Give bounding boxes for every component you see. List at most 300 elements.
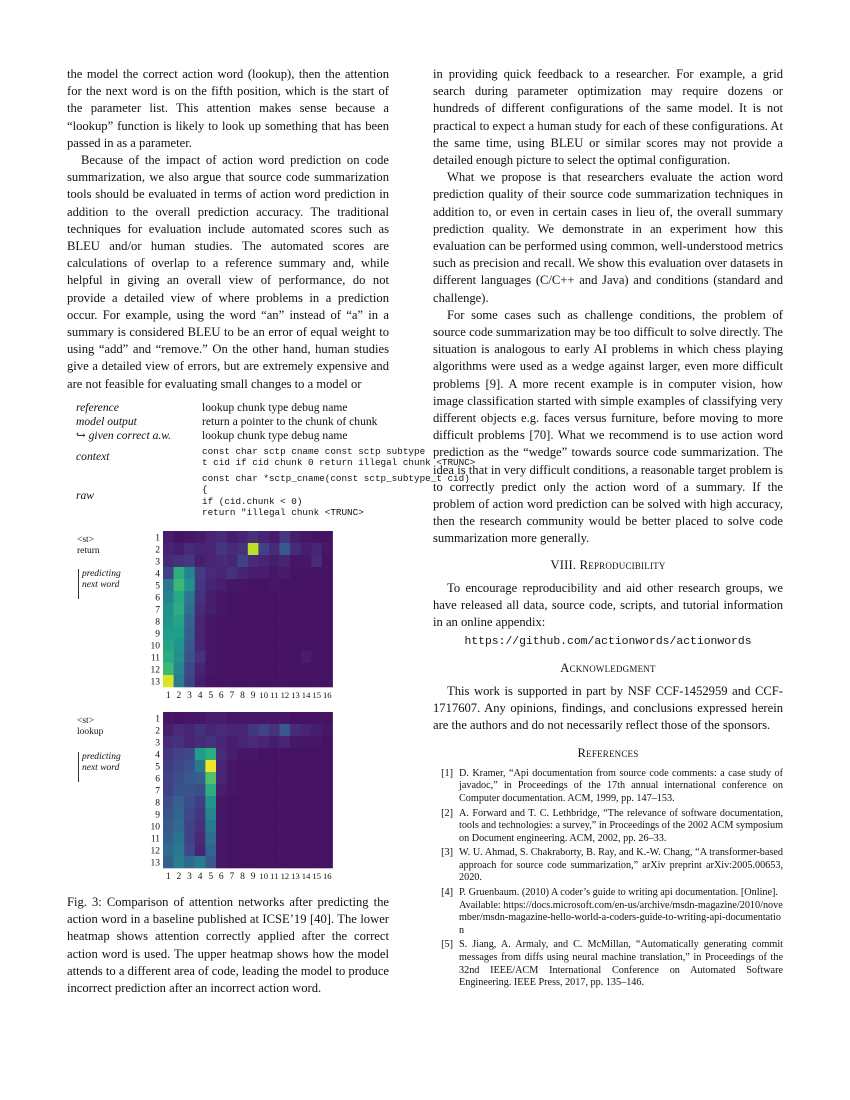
heatmap-cell <box>184 844 195 856</box>
heatmap-cell <box>280 784 291 796</box>
column-tick-label: 3 <box>187 872 192 882</box>
heatmap-cell <box>205 567 216 579</box>
heatmap-cell <box>163 567 174 579</box>
row-tick-label: 7 <box>155 786 160 797</box>
heatmap-cell <box>322 531 333 543</box>
column-tick-label: 10 <box>259 690 268 700</box>
heatmap-cell <box>216 856 227 868</box>
heatmap-cell <box>311 748 322 760</box>
heatmap-cell <box>290 543 301 555</box>
heatmap-cell <box>184 651 195 663</box>
heatmap-cell <box>237 712 248 724</box>
heatmap-cell <box>216 651 227 663</box>
heatmap-cell <box>227 639 238 651</box>
heatmap-cell <box>290 736 301 748</box>
heatmap-cell <box>195 579 206 591</box>
heatmap-cell <box>205 724 216 736</box>
heatmap-cell <box>311 820 322 832</box>
heatmap-cell <box>163 748 174 760</box>
references-heading: References <box>577 745 639 760</box>
heatmap-cell <box>227 784 238 796</box>
heatmap-cell <box>248 712 259 724</box>
heatmap-cell <box>280 796 291 808</box>
heatmap-cell <box>258 531 269 543</box>
example-table <box>76 401 476 519</box>
heatmap-cell <box>280 531 291 543</box>
heatmap-cell <box>237 543 248 555</box>
heatmap-cell <box>301 627 312 639</box>
heatmap-cell <box>311 603 322 615</box>
heatmap-cell <box>322 615 333 627</box>
heatmap-cell <box>163 591 174 603</box>
heatmap-cell <box>280 736 291 748</box>
heatmap-cell <box>195 760 206 772</box>
heatmap-cell <box>269 760 280 772</box>
heatmap-cell <box>184 724 195 736</box>
heatmap-cell <box>290 796 301 808</box>
heatmap-cell <box>290 856 301 868</box>
paragraph: What we propose is that researchers evaluate the action word prediction quality of their source code summarization techniques in addition to, or even in certain cases in lieu of, the overall summary prediction quality. We demonstrate in an experiment how this evaluation can be performed using common, well-understood metrics such as precision and recall. We show this evaluation over datasets in different languages (C/C++ and Java) and conditions (standard and challenge). <box>433 170 783 305</box>
heatmap-cell <box>205 651 216 663</box>
column-tick-label: 16 <box>323 871 332 881</box>
column-tick-label: 12 <box>280 871 290 881</box>
heatmap-cell <box>322 639 333 651</box>
heatmap-cell <box>290 675 301 687</box>
heatmap-cell <box>163 760 174 772</box>
heatmap-cell <box>174 844 185 856</box>
heatmap-cell <box>322 724 333 736</box>
heatmap-cell <box>174 820 185 832</box>
column-tick-label: 5 <box>208 691 214 701</box>
heatmap-cell <box>184 832 195 844</box>
figure-caption: Fig. 3: Comparison of attention networks after predicting the action word in a baseline published at ICSE’19 [40]. The lower heatmap shows attention correctly applied after the correct action word is used. The upper heatmap shows how the model attends to a different area of code, leading the model to produce incorrect prediction after an incorrect action word. <box>67 895 389 996</box>
heatmap-cell <box>163 663 174 675</box>
reference-text: A. Forward and T. C. Lethbridge, “The relevance of software documentation, tools and technologies: a survey,” in Proceedings of the 2002 ACM symposium on Document engineering. ACM, 2002, pp. 26–33. <box>459 807 783 844</box>
row-tick-label: 4 <box>155 569 160 580</box>
row-tick-label: 1 <box>155 533 160 544</box>
heatmap-cell <box>163 712 174 724</box>
heatmap-cell <box>237 784 248 796</box>
heatmap-cell <box>280 832 291 844</box>
heatmap-cell <box>174 675 185 687</box>
heatmap-cell <box>258 555 269 567</box>
heatmap-cell <box>322 663 333 675</box>
heatmap-cell <box>237 772 248 784</box>
row-tick-label: 2 <box>155 726 160 737</box>
row-tick-label: 6 <box>155 774 160 785</box>
heatmap-cell <box>301 772 312 784</box>
heatmap-cell <box>258 639 269 651</box>
heatmap-cell <box>216 796 227 808</box>
heatmap-cell <box>280 675 291 687</box>
heatmap-cell <box>248 784 259 796</box>
heatmap-cell <box>163 820 174 832</box>
heatmap-cell <box>227 531 238 543</box>
reference-item <box>433 808 783 846</box>
heatmap-cell <box>237 579 248 591</box>
heatmap-cell <box>269 832 280 844</box>
heatmap-cell <box>195 736 206 748</box>
heatmap-cell <box>269 784 280 796</box>
heatmap-cell <box>301 712 312 724</box>
heatmap-cell <box>280 639 291 651</box>
heatmap-cell <box>216 555 227 567</box>
heatmap-cell <box>205 615 216 627</box>
appendix-url[interactable]: https://github.com/actionwords/actionwords <box>464 635 752 648</box>
heatmap-cell <box>322 820 333 832</box>
heatmap-cell <box>301 579 312 591</box>
heatmap-cell <box>322 591 333 603</box>
heatmap-cell <box>237 675 248 687</box>
heatmap-cell <box>322 760 333 772</box>
heatmap-cell <box>311 796 322 808</box>
heatmap-cell <box>195 615 206 627</box>
heatmap-cell <box>248 724 259 736</box>
heatmap-cell <box>269 579 280 591</box>
heatmap-cell <box>311 567 322 579</box>
row-tick-label: 9 <box>155 629 160 640</box>
column-tick-label: 2 <box>176 691 182 701</box>
heatmap-cell <box>290 627 301 639</box>
heatmap-cell <box>227 663 238 675</box>
heatmap-cell <box>174 736 185 748</box>
heatmap-cell <box>174 748 185 760</box>
heatmap-cell <box>269 796 280 808</box>
reference-text: W. U. Ahmad, S. Chakraborty, B. Ray, and K.-W. Chang, “A transformer-based approach for source code summarization,” arXiv preprint arXiv:2005.00653, 2020. <box>459 847 783 884</box>
heatmap-cell <box>311 856 322 868</box>
column-tick-label: 14 <box>301 690 311 700</box>
heatmap-cell <box>311 579 322 591</box>
column-tick-label: 11 <box>270 871 279 881</box>
heatmap-cell <box>322 832 333 844</box>
heatmap-cell <box>184 531 195 543</box>
predicting-label: predicting next word <box>78 569 121 599</box>
heatmap-cell <box>205 844 216 856</box>
column-tick-label: 12 <box>280 690 290 700</box>
heatmap-cell <box>322 651 333 663</box>
heatmap-cell <box>174 591 185 603</box>
heatmap-cell <box>269 820 280 832</box>
heatmap-cell <box>216 832 227 844</box>
heatmap-cell <box>301 844 312 856</box>
heatmap-cell <box>205 736 216 748</box>
heatmap-cell <box>280 651 291 663</box>
heatmap-cell <box>280 772 291 784</box>
heatmap-cell <box>163 555 174 567</box>
example-row-raw <box>76 472 470 519</box>
heatmap-cell <box>301 591 312 603</box>
heatmap-cell <box>248 772 259 784</box>
heatmap-cell <box>184 639 195 651</box>
heatmap-cell <box>301 808 312 820</box>
heatmap-cell <box>301 820 312 832</box>
heatmap-cell <box>216 603 227 615</box>
paragraph: This work is supported in part by NSF CCF-1452959 and CCF-1717607. Any opinions, findings, and conclusions expressed herein are the authors and do not necessarily reflect those of the sponsors. <box>433 683 783 733</box>
heatmap-cell <box>205 663 216 675</box>
heatmap-cell <box>290 591 301 603</box>
paragraph: the model the correct action word (lookup), then the attention for the next word is on the fifth position, which is the start of the parameter list. This attention makes sense because a “lookup” function is likely to look up something that has been passed in as a parameter. <box>67 67 389 150</box>
heatmap-cell <box>195 603 206 615</box>
heatmap-cell <box>269 603 280 615</box>
heatmap-cell <box>322 784 333 796</box>
heatmap-cell <box>216 724 227 736</box>
reference-number: [2] <box>441 807 453 819</box>
heatmap-cell <box>184 567 195 579</box>
row-tick-label: 4 <box>155 750 160 761</box>
heatmap-cell <box>184 543 195 555</box>
heatmap-cell <box>184 663 195 675</box>
left-column <box>67 66 389 393</box>
column-tick-label: 2 <box>176 872 182 882</box>
heatmap-cell <box>258 579 269 591</box>
heatmap-cell <box>258 820 269 832</box>
row-tick-label: 12 <box>150 846 160 857</box>
heatmap-cell <box>205 856 216 868</box>
heatmap-cell <box>163 651 174 663</box>
example-row-model-output <box>76 415 406 429</box>
heatmap-cell <box>248 531 259 543</box>
heatmap-cell <box>258 736 269 748</box>
heatmap-cell <box>184 760 195 772</box>
heatmap-cell <box>311 543 322 555</box>
heatmap-cell <box>174 651 185 663</box>
heatmap-cell <box>269 591 280 603</box>
heatmap-cell <box>258 844 269 856</box>
heatmap-cell <box>227 796 238 808</box>
heatmap-cell <box>269 736 280 748</box>
raw-code: const char *sctp_cname(const sctp_subtype_t cid) { if (cid.chunk < 0) return "illegal chunk <TRUNC> <box>202 472 470 519</box>
heatmap-cell <box>163 603 174 615</box>
heatmap-cell <box>301 760 312 772</box>
heatmap-cell <box>258 760 269 772</box>
heatmap-cell <box>301 543 312 555</box>
heatmap-cell <box>184 579 195 591</box>
heatmap-cell <box>290 844 301 856</box>
example-row-context <box>76 446 476 469</box>
heatmap-cell <box>195 748 206 760</box>
heatmap-cell <box>163 832 174 844</box>
heatmap-cell <box>258 627 269 639</box>
heatmap-cell <box>216 591 227 603</box>
heatmap-cell <box>237 615 248 627</box>
heatmap-cell <box>248 760 259 772</box>
heatmap-cell <box>227 724 238 736</box>
heatmap-cell <box>280 844 291 856</box>
column-tick-label: 9 <box>250 872 256 882</box>
heatmap-cell <box>184 808 195 820</box>
heatmap-cell <box>216 615 227 627</box>
heatmap-cell <box>216 820 227 832</box>
heatmap-cell <box>301 615 312 627</box>
heatmap-cell <box>205 579 216 591</box>
row-tick-label: 10 <box>150 641 160 652</box>
heatmap-cell <box>174 663 185 675</box>
heatmap-cell <box>195 675 206 687</box>
heatmap-cell <box>184 603 195 615</box>
heatmap-cell <box>174 639 185 651</box>
heatmap-cell <box>205 712 216 724</box>
heatmap-cell <box>258 567 269 579</box>
heatmap-cell <box>216 531 227 543</box>
heatmap-cell <box>216 760 227 772</box>
heatmap-cell <box>163 675 174 687</box>
column-tick-label: 3 <box>187 691 192 701</box>
heatmap-cell <box>258 784 269 796</box>
heatmap-cell <box>280 856 291 868</box>
heatmap-cell <box>301 639 312 651</box>
heatmap-cell <box>280 820 291 832</box>
heatmap-cell <box>174 784 185 796</box>
paragraph: To encourage reproducibility and aid other research groups, we have released all data, source code, scripts, and tutorial information in an online appendix: <box>433 580 783 630</box>
heatmap-cell <box>184 856 195 868</box>
heatmap-cell <box>269 639 280 651</box>
heatmap-cell <box>174 567 185 579</box>
heatmap-cell <box>322 712 333 724</box>
paragraph: in providing quick feedback to a researcher. For example, a grid search during parameter optimization may require dozens or hundreds of different configurations of the same model. It is not practical to expect a human study for each of these configurations. At the same time, using BLEU or similar scores may not provide a detailed enough picture to select the optimal configuration. <box>433 67 783 168</box>
heatmap-cell <box>184 772 195 784</box>
heatmap-cell <box>248 591 259 603</box>
column-tick-label: 14 <box>301 871 311 881</box>
paragraph: For some cases such as challenge conditions, the problem of source code summarization may be too difficult to solve directly. The situation is analogous to early AI problems in which chess playing algorithms were used as a wedge against larger, even more difficult problems [9]. A more recent example is in computer vision, how image classification started with simple examples of classifying very different objects e.g. faces versus furniture, before moving to more difficult problems [70]. What we recommend is to use action word prediction as the “wedge” towards source code summarization. The idea is that in very difficult conditions, a reasonable target problem is to correctly predict only the action word of a summary. If the problem of action word prediction can be solved with high accuracy, then the research community would be better placed to solve code summarization more generally. <box>433 307 783 546</box>
reference-item <box>433 768 783 806</box>
heatmap-cell <box>205 772 216 784</box>
heatmap-cell <box>237 748 248 760</box>
heatmap-cell <box>248 796 259 808</box>
heatmap-cell <box>280 663 291 675</box>
heatmap-cell <box>290 663 301 675</box>
heatmap-token-label: <st> lookup <box>77 716 104 737</box>
heatmap-cell <box>174 603 185 615</box>
section-heading <box>433 557 783 574</box>
heatmap-cell <box>311 760 322 772</box>
example-value: lookup chunk type debug name <box>202 401 348 414</box>
heatmap-cell <box>301 567 312 579</box>
heatmap-cell <box>290 724 301 736</box>
heatmap-cell <box>174 760 185 772</box>
heatmap-cell <box>174 832 185 844</box>
heatmap-cell <box>248 736 259 748</box>
heatmap-cell <box>322 772 333 784</box>
column-tick-label: 16 <box>323 690 332 700</box>
heatmap-cell <box>280 579 291 591</box>
example-key: context <box>76 450 110 464</box>
heatmap-cell <box>322 555 333 567</box>
heatmap-cell <box>237 856 248 868</box>
heatmap-cell <box>195 724 206 736</box>
heatmap-cell <box>258 724 269 736</box>
heatmap-cell <box>227 627 238 639</box>
heatmap-cell <box>195 712 206 724</box>
heatmap-cell <box>205 627 216 639</box>
heatmap-cell <box>258 772 269 784</box>
reference-list <box>433 768 783 990</box>
heatmap-cell <box>195 820 206 832</box>
heatmap-cell <box>258 591 269 603</box>
heatmap-cell <box>290 615 301 627</box>
heatmap-cell <box>322 844 333 856</box>
heatmap-cell <box>248 663 259 675</box>
heatmap-cell <box>280 555 291 567</box>
reference-number: [3] <box>441 847 453 859</box>
reference-number: [5] <box>441 939 453 951</box>
heatmap-cell <box>237 796 248 808</box>
heatmap-cell <box>174 856 185 868</box>
heatmap-cell <box>195 856 206 868</box>
heatmap-cell <box>248 748 259 760</box>
heatmap-cell <box>227 820 238 832</box>
row-tick-label: 8 <box>155 798 160 809</box>
heatmap-cell <box>227 748 238 760</box>
predicting-label: predicting next word <box>78 752 121 782</box>
heatmap-cell <box>205 531 216 543</box>
heatmap-cell <box>195 639 206 651</box>
column-tick-label: 9 <box>250 691 256 701</box>
heatmap-cell <box>163 724 174 736</box>
heatmap-cell <box>301 531 312 543</box>
heatmap-cell <box>301 675 312 687</box>
row-tick-label: 10 <box>150 822 160 833</box>
reference-text: P. Gruenbaum. (2010) A coder’s guide to writing api documentation. [Online]. Available: https://docs.microsoft.com/en-us/archive/msdn-magazine/2010/november/msdn-magazine-hello-world-a-coders-guide-to-writing-api-documentation <box>459 887 783 936</box>
heatmap-cell <box>269 772 280 784</box>
heatmap-cell <box>290 579 301 591</box>
heatmap-cell <box>195 627 206 639</box>
row-tick-label: 3 <box>155 738 160 749</box>
heatmap-cell <box>227 603 238 615</box>
heatmap-cell <box>227 856 238 868</box>
example-value: lookup chunk type debug name <box>202 429 348 442</box>
heatmap-cell <box>237 736 248 748</box>
heatmap-cell <box>184 784 195 796</box>
row-tick-label: 3 <box>155 557 160 568</box>
row-tick-label: 9 <box>155 810 160 821</box>
heatmap-cell <box>280 591 291 603</box>
heatmap-cell <box>248 543 259 555</box>
heatmap-cell <box>248 856 259 868</box>
heatmap-cell <box>163 627 174 639</box>
paragraph: Because of the impact of action word prediction on code summarization, we also argue that source code summarization tools should be evaluated in terms of action word prediction in addition to the overall prediction accuracy. The traditional techniques for evaluation include automated scores such as BLEU and/or human studies. The automated scores are calculations of overlap to a reference summary and, while helpful in giving an overall view of performance, do not provide a detailed view of where problems in a prediction occur. For example, using the word “an” instead of “a” in a summary is considered BLEU to be an error of equal weight to using “add” and “remove.” On the other hand, human studies give a detailed view of errors, but are extremely expensive and are not feasible for evaluating small changes to a model or <box>67 153 389 391</box>
heatmap-cell <box>248 627 259 639</box>
heatmap-cell <box>216 712 227 724</box>
heatmap-cell <box>184 712 195 724</box>
heatmap-cell <box>269 651 280 663</box>
heatmap-cell <box>301 832 312 844</box>
heatmap-cell <box>290 808 301 820</box>
heatmap-cell <box>205 675 216 687</box>
heatmap-cell <box>269 627 280 639</box>
example-value: return a pointer to the chunk of chunk <box>202 415 378 428</box>
example-key: model output <box>76 415 137 428</box>
heatmap-cell <box>248 639 259 651</box>
heatmap-cell <box>248 844 259 856</box>
heatmap-cell <box>237 591 248 603</box>
heatmap-cell <box>290 760 301 772</box>
heatmap-cell <box>237 724 248 736</box>
heatmap-cell <box>248 603 259 615</box>
heatmap-cell <box>216 627 227 639</box>
heatmap-cell <box>237 820 248 832</box>
heatmap-cell <box>322 675 333 687</box>
heatmap-cell <box>174 615 185 627</box>
heatmap-cell <box>322 603 333 615</box>
row-tick-label: 1 <box>155 714 160 725</box>
heatmap-cell <box>290 639 301 651</box>
row-tick-label: 11 <box>150 834 160 845</box>
heatmap-cell <box>290 651 301 663</box>
column-tick-label: 13 <box>291 871 300 881</box>
heatmap-cell <box>184 615 195 627</box>
heatmap-cell <box>311 832 322 844</box>
heatmap-cell <box>227 772 238 784</box>
